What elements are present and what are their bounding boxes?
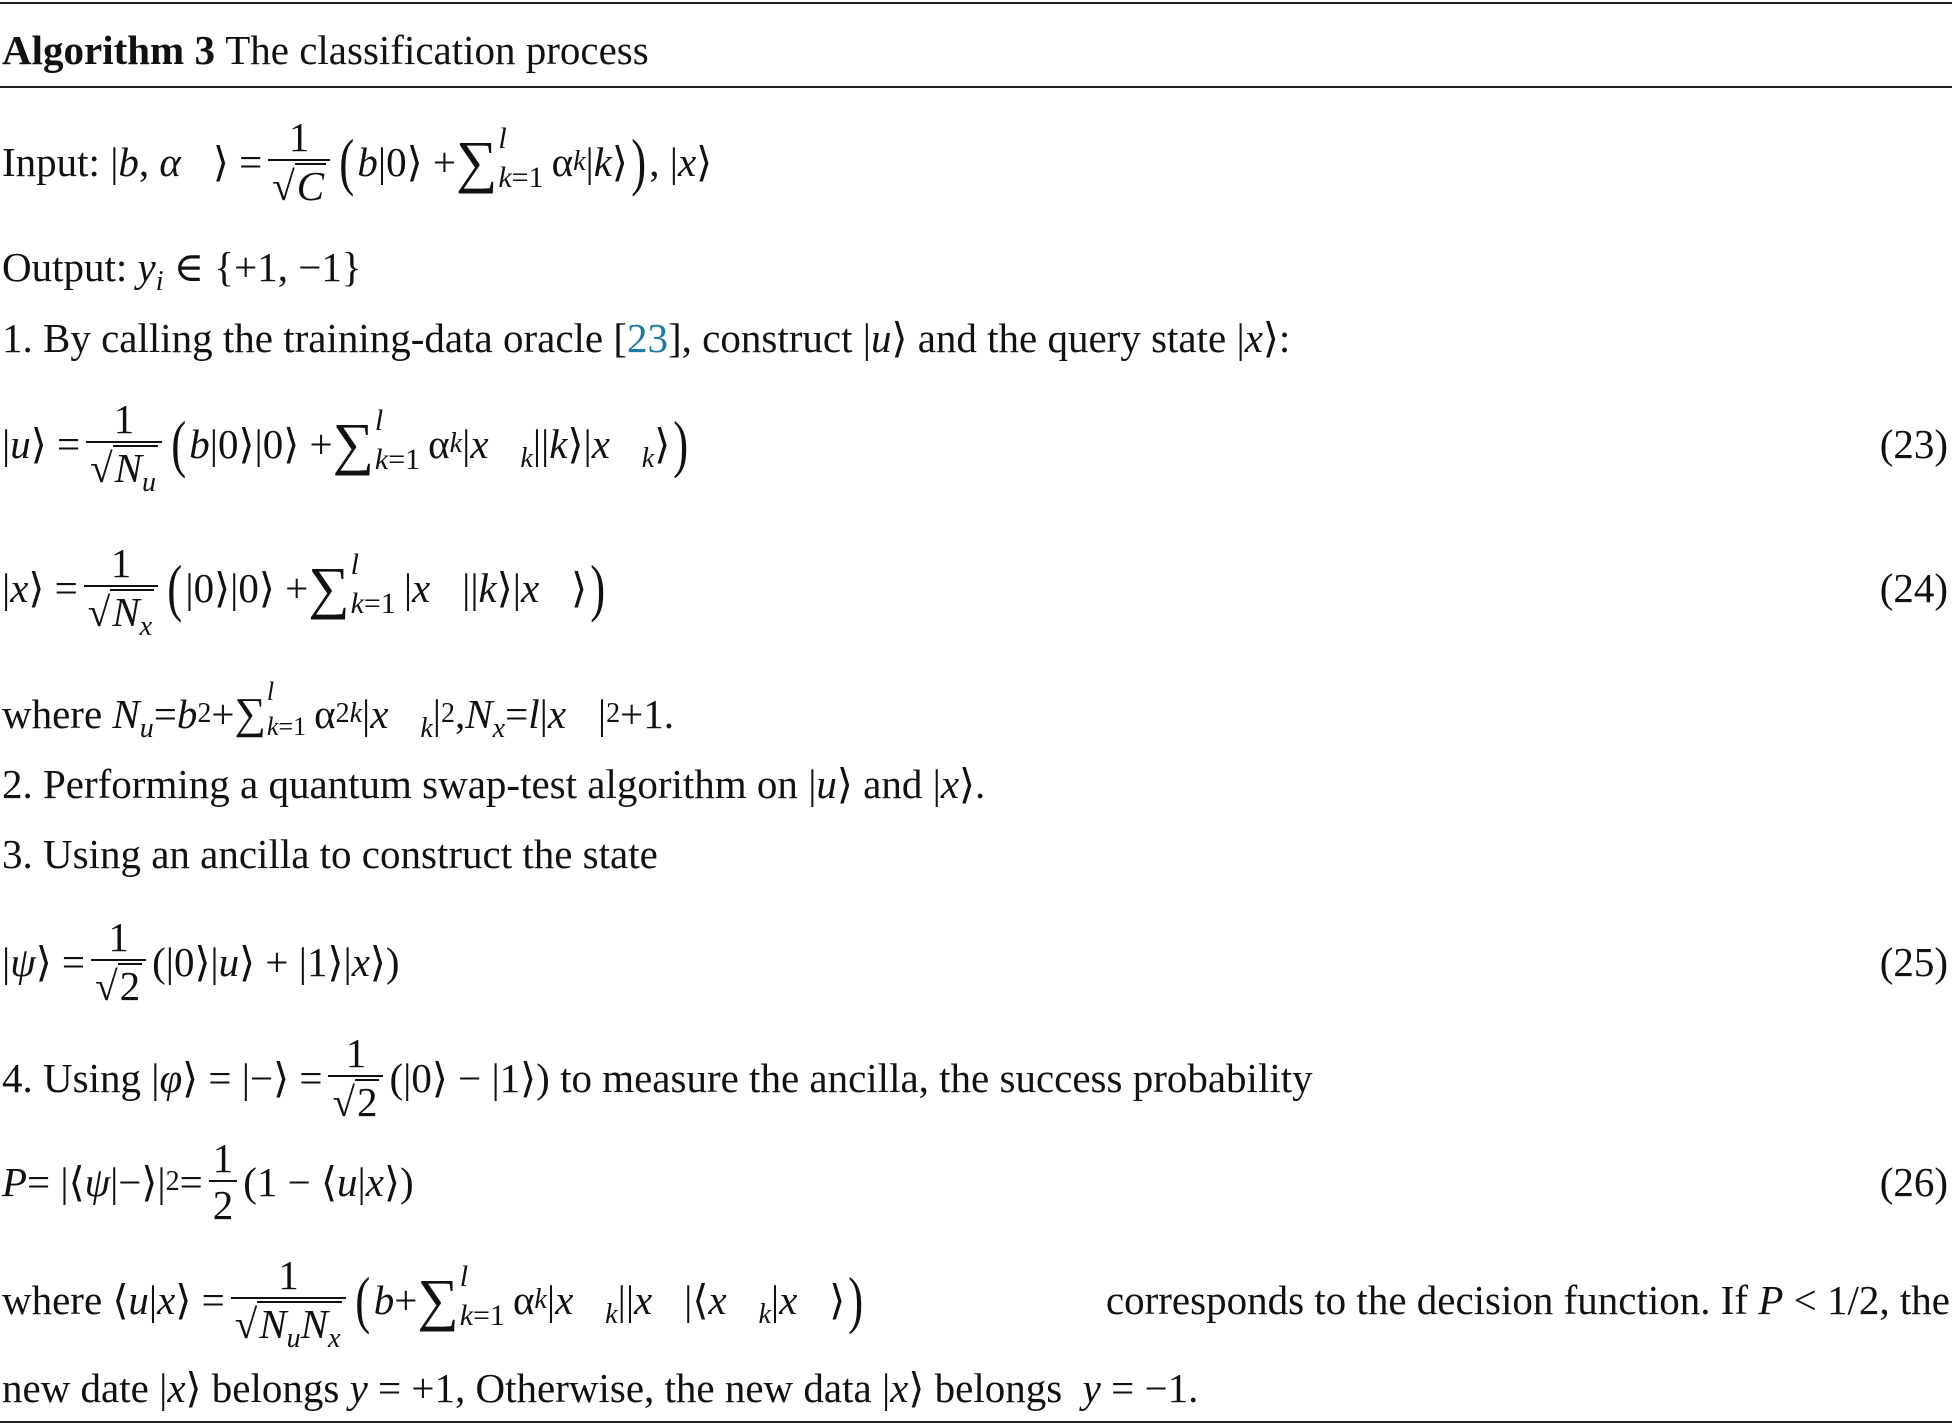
step-1: 1. By calling the training-data oracle [ 23 ], construct | u ⟩ and the query state | x ⟩: bbox=[2, 314, 1291, 361]
output-set: {+1, −1} bbox=[214, 243, 362, 290]
step-1-text-c: and the query state bbox=[917, 314, 1227, 361]
equation-number-26: (26) bbox=[1879, 1158, 1948, 1205]
step-4-text-a: 4. Using bbox=[2, 1054, 141, 1101]
final-text-b: belongs bbox=[211, 1364, 340, 1411]
step-3-text: 3. Using an ancilla to construct the state bbox=[2, 830, 658, 877]
input-fraction: 1 √ C bbox=[268, 116, 330, 208]
equation-24: | x ⟩ = 1 √ $N_x$ ( |0⟩|0⟩ + ∑ l k=1 | x⃗ || k ⟩| x⃗ ⟩ ) (24) bbox=[2, 539, 1948, 643]
equation-25: | ψ ⟩ = 1 √ 2 (|0⟩| u ⟩ + |1⟩| x ⟩) (25) bbox=[2, 913, 1948, 1009]
final-text-c: Otherwise, the new data bbox=[475, 1364, 872, 1411]
step-2: 2. Performing a quantum swap-test algorithm on | u ⟩ and | x ⟩. bbox=[2, 760, 986, 807]
equation-26: P = |⟨ ψ |−⟩| 2 = $\frac{1}{2}$ (1 − ⟨ u | x ⟩) (26) bbox=[2, 1134, 1948, 1228]
algorithm-label: Algorithm 3 bbox=[2, 26, 215, 73]
citation-link[interactable]: 23 bbox=[627, 314, 669, 361]
algorithm-title: The classification process bbox=[225, 26, 649, 73]
step-3 bbox=[2, 832, 1950, 876]
step-2-text-a: 2. Performing a quantum swap-test algorithm on bbox=[2, 760, 798, 807]
final-text-a: new date bbox=[2, 1364, 149, 1411]
algorithm-header bbox=[2, 28, 1950, 72]
bottom-rule bbox=[0, 1421, 1952, 1423]
step-1-text-a: 1. By calling the training-data oracle [ bbox=[2, 314, 628, 361]
equation-number-24: (24) bbox=[1879, 564, 1948, 611]
where-decision-text-b: corresponds to the decision function. If bbox=[1105, 1276, 1749, 1323]
equation-23: | u ⟩ = 1 √ $N_u$ ( b |0⟩|0⟩ + ∑ l k=1 α k | $x⃗_k$ || k ⟩| $x⃗_k$ ⟩ ) (23) bbox=[2, 395, 1948, 499]
step-4: 4. Using | φ ⟩ = |−⟩ = 1 √ 2 (|0⟩ − |1⟩) to measure the ancilla, the success probability bbox=[2, 1029, 1313, 1125]
input-line: Input: | b , α⃗ ⟩ = 1 √ C ( b |0⟩ + ∑ l k=1 α k | k ⟩ ) , | x ⟩ bbox=[2, 113, 713, 209]
final-text-d: belongs bbox=[934, 1364, 1063, 1411]
where-decision-text-c: the bbox=[1899, 1276, 1950, 1323]
equation-number-23: (23) bbox=[1879, 420, 1948, 467]
step-1-text-b: ], construct bbox=[668, 314, 853, 361]
input-label: Input: bbox=[2, 138, 100, 185]
output-label: Output: bbox=[2, 243, 128, 290]
step-4-text-b: to measure the ancilla, the success probability bbox=[560, 1054, 1313, 1101]
where-decision: where ⟨ u | x ⟩ = 1 √ $N_uN_x$ ( b + ∑ l k=1 α k | $x⃗_k$ || x⃗ |⟨ $x⃗_k$ | x⃗ ⟩ ) corresponds to the decision function. If P < 1/2, the bbox=[2, 1251, 1950, 1355]
output-line: Output: $y_i$ ∈ {+1, −1} bbox=[2, 243, 362, 297]
where-text: where bbox=[2, 690, 103, 737]
step-2-text-b: and bbox=[863, 760, 923, 807]
where-norms: where $N_u$ = b 2 + ∑ l k=1 α 2 k | $x⃗_k$ | 2 , $N_x$ = l | x⃗ | 2 +1. bbox=[2, 677, 674, 744]
top-rule bbox=[0, 2, 1952, 4]
final-line: new date | x ⟩ belongs y = +1, Otherwise, the new data | x ⟩ belongs y = −1. bbox=[2, 1364, 1199, 1411]
equation-number-25: (25) bbox=[1879, 938, 1948, 985]
where-decision-text-a: where bbox=[2, 1276, 103, 1323]
header-rule bbox=[0, 86, 1952, 88]
